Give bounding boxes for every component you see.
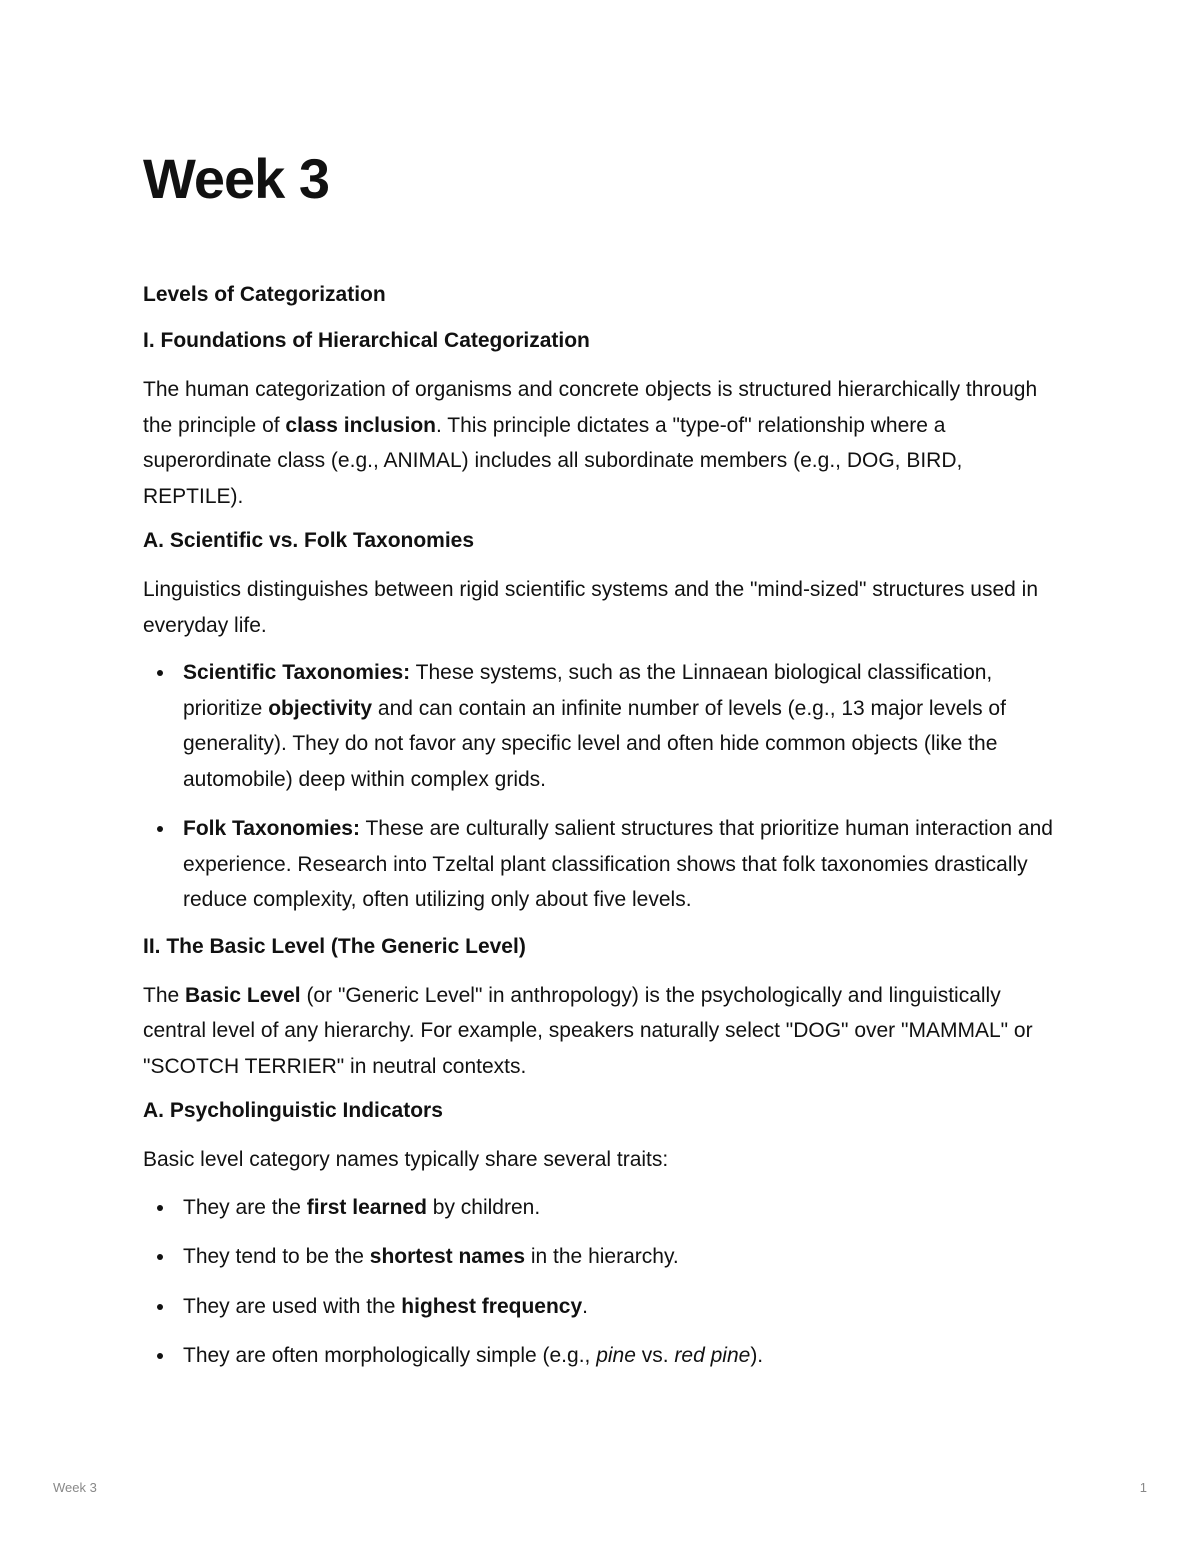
section-2a-heading: A. Psycholinguistic Indicators [143, 1099, 443, 1122]
text-run: vs. [635, 1344, 675, 1367]
section-1-heading: I. Foundations of Hierarchical Categorization [143, 329, 590, 352]
text-run: These are culturally salient structures that prioritize human interaction and experience. Research into Tzeltal plant classification shows that folk taxonomies drastically reduce complexity, often utilizing only about five levels. [183, 817, 1053, 911]
text-run: They tend to be the [183, 1245, 370, 1268]
text-run: The human categorization of organisms and concrete objects is structured hierarchically through the principle of [143, 378, 1038, 437]
bullet-lead: Scientific Taxonomies: [183, 661, 411, 684]
text-run: (or "Generic Level" in anthropology) is the psychologically and linguistically central level of any hierarchy. For example, speakers naturally select "DOG" over "MAMMAL" or "SCOTCH TERRIER" in neutral contexts. [143, 983, 1033, 1078]
page-number: 1 [1139, 1480, 1147, 1495]
section-2-heading: II. The Basic Level (The Generic Level) [143, 934, 526, 958]
section-1a-intro: Linguistics distinguishes between rigid scientific systems and the "mind-sized" structures used in everyday life. [143, 578, 1038, 637]
list-item-scientific [183, 655, 1068, 797]
footer-title: Week 3 [53, 1480, 97, 1495]
list-item [183, 1190, 1068, 1226]
text-run: The [143, 983, 186, 1007]
topic-heading: Levels of Categorization [143, 283, 386, 306]
bold-term: class inclusion [285, 413, 436, 437]
document-title: Week 3 [143, 147, 329, 210]
section-2a-intro: Basic level category names typically share several traits: [143, 1148, 669, 1171]
section-2-paragraph [143, 978, 1068, 1085]
indicator-list [143, 1190, 1068, 1374]
list-item-folk [183, 811, 1068, 918]
bullet-lead: Folk Taxonomies: [183, 817, 360, 840]
text-run: and can contain an infinite number of levels (e.g., 13 major levels of generality). They do not favor any specific level and often hide common objects (like the automobile) deep within complex grids. [183, 696, 1006, 791]
bold-term: shortest names [369, 1245, 526, 1268]
document-content [143, 140, 1068, 1388]
text-run: . [582, 1294, 589, 1318]
bold-term: objectivity [268, 696, 373, 720]
list-item [183, 1289, 1068, 1325]
italic-term: red pine [674, 1344, 751, 1367]
section-1-paragraph [143, 372, 1068, 514]
text-run: They are the [183, 1195, 307, 1219]
text-run: These systems, such as the Linnaean biological classification, prioritize [183, 661, 993, 720]
list-item [183, 1338, 1068, 1374]
bold-term: first learned [306, 1195, 427, 1219]
bold-term: Basic Level [185, 983, 301, 1007]
bold-term: highest frequency [401, 1294, 583, 1318]
text-run: by children. [426, 1195, 541, 1219]
list-item [183, 1239, 1068, 1275]
text-run: They are used with the [183, 1294, 402, 1318]
italic-term: pine [596, 1344, 636, 1367]
taxonomy-list [143, 655, 1068, 918]
section-1a-heading: A. Scientific vs. Folk Taxonomies [143, 529, 475, 552]
text-run: in the hierarchy. [525, 1245, 679, 1268]
text-run: ). [750, 1344, 764, 1367]
text-run: . This principle dictates a "type-of" relationship where a superordinate class (e.g., ANIMAL) includes all subordinate members (e.g., DOG, BIRD, REPTILE). [143, 413, 963, 508]
text-run: They are often morphologically simple (e.g., [183, 1344, 597, 1367]
